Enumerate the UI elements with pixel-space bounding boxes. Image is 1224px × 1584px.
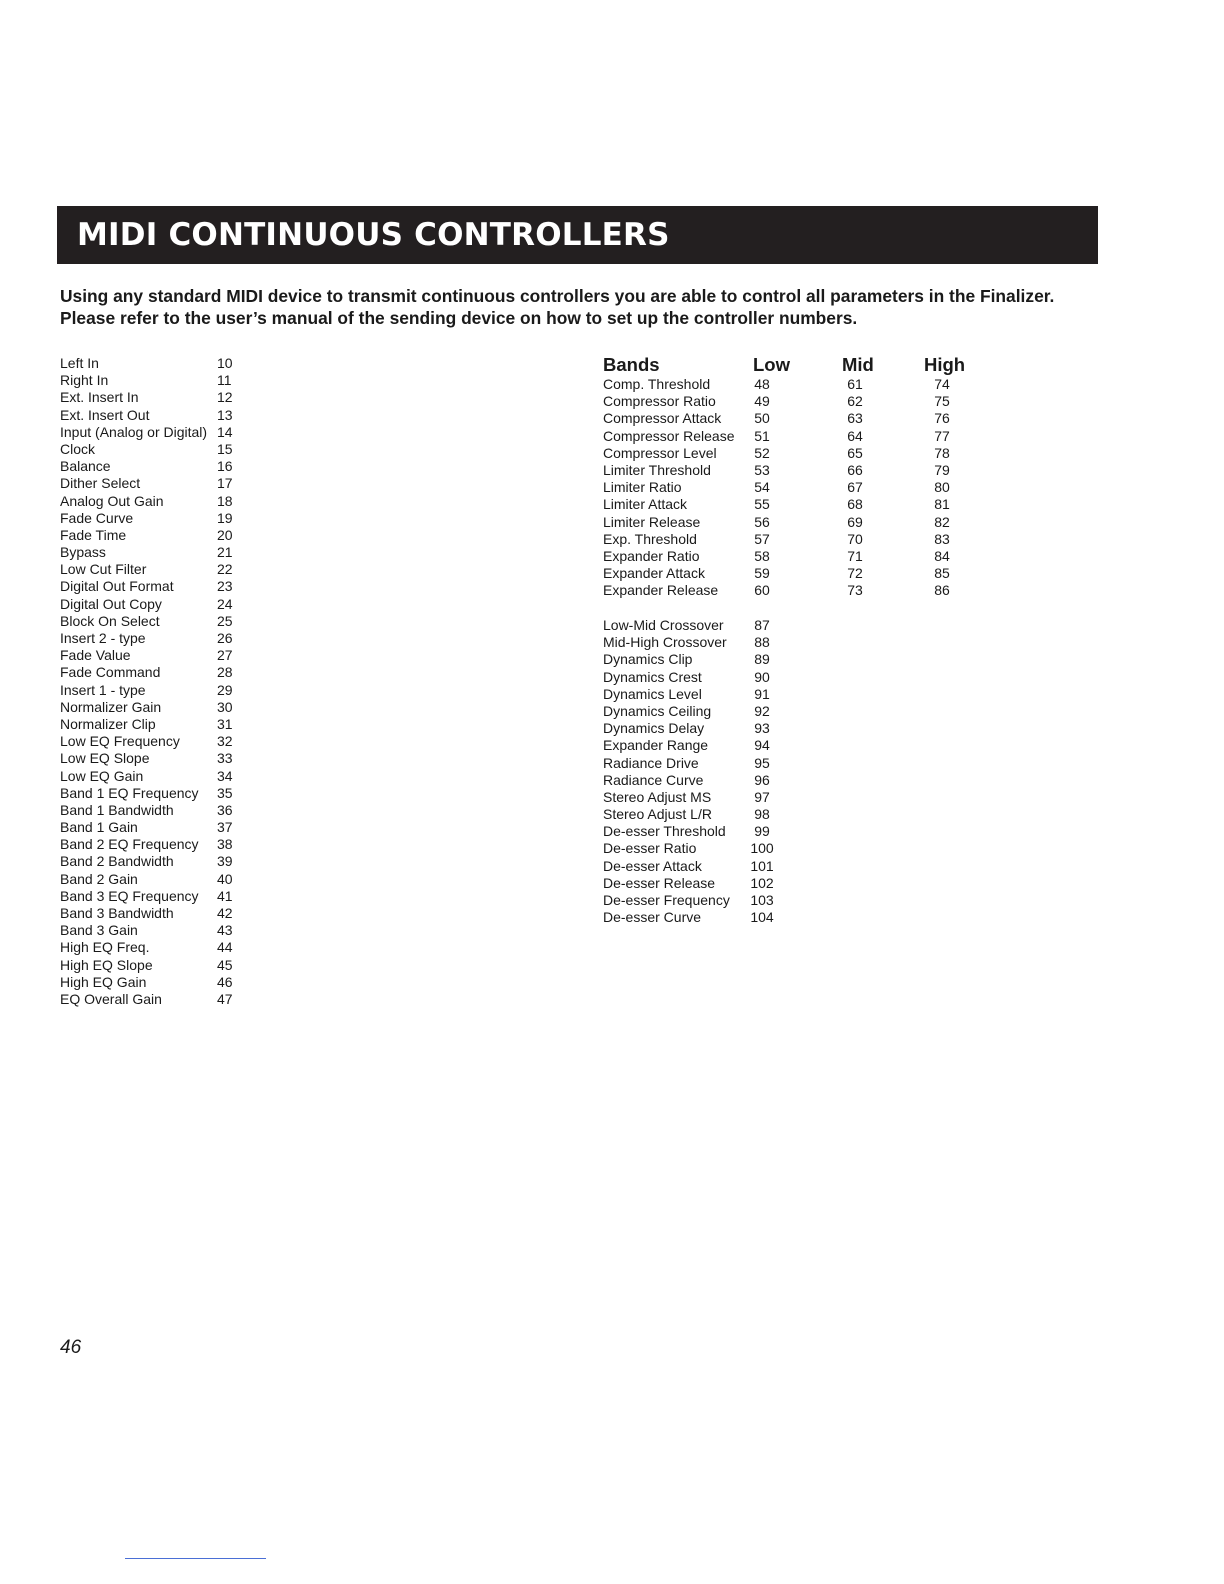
controller-row: [603, 823, 903, 840]
controller-row: [60, 424, 260, 441]
controller-name: Band 1 EQ Frequency: [60, 784, 199, 801]
controller-name: Fade Command: [60, 664, 161, 681]
controller-name: Band 3 EQ Frequency: [60, 887, 199, 904]
low-band-cc: 60: [754, 582, 770, 599]
bands-row: [603, 428, 1003, 445]
low-band-cc: 53: [754, 461, 770, 478]
controller-row: [60, 905, 260, 922]
controller-number: 44: [217, 939, 233, 956]
controller-number: 97: [754, 788, 770, 805]
low-band-cc: 51: [754, 427, 770, 444]
title-bar: [57, 206, 1098, 264]
controller-row: [603, 703, 903, 720]
controller-number: 45: [217, 956, 233, 973]
band-param-name: Compressor Attack: [603, 410, 722, 427]
controller-number: 29: [217, 681, 233, 698]
controller-row: [60, 630, 260, 647]
high-band-cc: 85: [934, 565, 950, 582]
controller-row: [603, 651, 903, 668]
controller-name: Block On Select: [60, 612, 160, 629]
mid-band-cc: 71: [847, 547, 863, 564]
general-controller-list: [60, 355, 260, 1008]
controller-number: 25: [217, 612, 233, 629]
bands-row: [603, 582, 1003, 599]
controller-number: 37: [217, 819, 233, 836]
high-band-cc: 84: [934, 547, 950, 564]
controller-number: 102: [750, 874, 774, 891]
controller-name: Low EQ Frequency: [60, 733, 180, 750]
low-band-cc: 56: [754, 513, 770, 530]
controller-name: Radiance Drive: [603, 754, 699, 771]
low-band-cc: 58: [754, 547, 770, 564]
controller-number: 30: [217, 698, 233, 715]
controller-row: [60, 871, 260, 888]
controller-name: Low EQ Gain: [60, 767, 144, 784]
controller-row: [60, 407, 260, 424]
controller-row: [60, 544, 260, 561]
page-title: MIDI CONTINUOUS CONTROLLERS: [77, 216, 670, 253]
controller-number: 46: [217, 973, 233, 990]
controller-name: De-esser Release: [603, 874, 716, 891]
controller-row: [603, 909, 903, 926]
controller-name: High EQ Slope: [60, 956, 153, 973]
controller-name: Dynamics Crest: [603, 668, 702, 685]
controller-number: 18: [217, 492, 233, 509]
high-band-cc: 76: [934, 410, 950, 427]
controller-number: 34: [217, 767, 233, 784]
controller-number: 10: [217, 355, 233, 371]
high-band-cc: 86: [934, 582, 950, 599]
controller-name: De-esser Attack: [603, 857, 702, 874]
controller-number: 92: [754, 702, 770, 719]
controller-number: 31: [217, 715, 233, 732]
bands-row: [603, 410, 1003, 427]
controller-number: 39: [217, 853, 233, 870]
controller-row: [60, 372, 260, 389]
bands-row: [603, 376, 1003, 393]
controller-number: 22: [217, 561, 233, 578]
controller-name: De-esser Threshold: [603, 823, 726, 840]
controller-row: [60, 819, 260, 836]
controller-row: [60, 578, 260, 595]
controller-row: [60, 664, 260, 681]
controller-row: [603, 772, 903, 789]
controller-row: [60, 750, 260, 767]
controller-row: [603, 737, 903, 754]
band-param-name: Exp. Threshold: [603, 530, 697, 547]
band-param-name: Limiter Threshold: [603, 461, 711, 478]
low-band-cc: 59: [754, 565, 770, 582]
controller-name: Normalizer Clip: [60, 715, 156, 732]
header-bands: Bands: [603, 354, 660, 375]
band-param-name: Compressor Ratio: [603, 393, 716, 410]
controller-name: Normalizer Gain: [60, 698, 162, 715]
controller-row: [60, 939, 260, 956]
controller-row: [60, 647, 260, 664]
band-param-name: Compressor Level: [603, 444, 717, 461]
controller-row: [60, 768, 260, 785]
controller-name: Dynamics Delay: [603, 720, 705, 737]
controller-name: Balance: [60, 458, 111, 475]
band-param-name: Expander Release: [603, 582, 719, 599]
high-band-cc: 81: [934, 496, 950, 513]
controller-number: 103: [750, 892, 774, 908]
high-band-cc: 75: [934, 393, 950, 410]
controller-name: Fade Value: [60, 647, 131, 664]
mid-band-cc: 73: [847, 582, 863, 599]
controller-number: 35: [217, 784, 233, 801]
bands-table-body: [603, 376, 1023, 599]
controller-row: [60, 561, 260, 578]
page-number: 46: [60, 1337, 82, 1358]
controller-row: [60, 699, 260, 716]
controller-name: De-esser Ratio: [603, 840, 697, 857]
bands-row: [603, 462, 1003, 479]
controller-row: [603, 789, 903, 806]
controller-row: [603, 858, 903, 875]
low-band-cc: 49: [754, 393, 770, 410]
controller-row: [60, 716, 260, 733]
controller-number: 14: [217, 423, 233, 440]
band-param-name: Expander Attack: [603, 565, 705, 582]
controller-name: Left In: [60, 355, 99, 371]
controller-number: 11: [217, 372, 232, 389]
controller-number: 24: [217, 595, 233, 612]
low-band-cc: 48: [754, 376, 770, 392]
band-param-name: Compressor Release: [603, 427, 735, 444]
controller-name: High EQ Gain: [60, 973, 147, 990]
controller-row: [60, 922, 260, 939]
band-param-name: Limiter Attack: [603, 496, 688, 513]
controller-number: 96: [754, 771, 770, 788]
mid-band-cc: 62: [847, 393, 863, 410]
controller-name: Band 3 Gain: [60, 922, 138, 939]
controller-name: Stereo Adjust MS: [603, 788, 712, 805]
controller-row: [603, 617, 903, 634]
header-low: Low: [753, 354, 790, 375]
controller-name: Ext. Insert Out: [60, 406, 150, 423]
controller-name: Digital Out Copy: [60, 595, 162, 612]
mid-band-cc: 68: [847, 496, 863, 513]
controller-number: 26: [217, 630, 233, 646]
controller-row: [60, 596, 260, 613]
controller-number: 12: [217, 389, 233, 406]
controller-row: [60, 802, 260, 819]
controller-number: 91: [754, 685, 770, 702]
controller-name: Dynamics Level: [603, 685, 702, 702]
bands-row: [603, 514, 1003, 531]
controller-number: 13: [217, 406, 233, 423]
controller-row: [60, 682, 260, 699]
high-band-cc: 79: [934, 461, 950, 478]
controller-name: Band 2 Bandwidth: [60, 853, 174, 870]
controller-row: [60, 888, 260, 905]
mid-band-cc: 70: [847, 530, 863, 547]
controller-name: Low-Mid Crossover: [603, 617, 724, 633]
controller-name: Analog Out Gain: [60, 492, 164, 509]
controller-name: Dynamics Clip: [603, 651, 693, 668]
controller-number: 101: [750, 857, 774, 874]
mid-band-cc: 64: [847, 427, 863, 444]
controller-row: [60, 527, 260, 544]
controller-row: [60, 853, 260, 870]
misc-controller-list: [603, 617, 903, 926]
mid-band-cc: 69: [847, 513, 863, 530]
controller-number: 88: [754, 634, 770, 651]
controller-row: [603, 634, 903, 651]
controller-row: [60, 389, 260, 406]
high-band-cc: 74: [934, 376, 950, 392]
bands-row: [603, 565, 1003, 582]
controller-number: 89: [754, 651, 770, 668]
controller-name: De-esser Curve: [603, 909, 702, 926]
header-mid: Mid: [842, 354, 874, 375]
controller-number: 98: [754, 806, 770, 823]
controller-row: [603, 875, 903, 892]
high-band-cc: 77: [934, 427, 950, 444]
bands-row: [603, 445, 1003, 462]
controller-name: Dither Select: [60, 475, 141, 492]
controller-number: 104: [750, 909, 774, 926]
intro-paragraph: Using any standard MIDI device to transmit continuous controllers you are able to control all parameters in the Finalizer. Please refer to the user’s manual of the sending device on how to set up the controller numbers.: [60, 286, 1055, 328]
band-param-name: Limiter Release: [603, 513, 701, 530]
controller-row: [603, 892, 903, 909]
controller-number: 93: [754, 720, 770, 737]
high-band-cc: 82: [934, 513, 950, 530]
controller-number: 17: [217, 475, 233, 492]
high-band-cc: 83: [934, 530, 950, 547]
controller-name: Dynamics Ceiling: [603, 702, 712, 719]
controller-name: Stereo Adjust L/R: [603, 806, 712, 823]
controller-row: [60, 441, 260, 458]
controller-number: 87: [754, 617, 770, 633]
mid-band-cc: 65: [847, 444, 863, 461]
controller-name: Low Cut Filter: [60, 561, 147, 578]
controller-name: Band 2 EQ Frequency: [60, 836, 199, 853]
bands-row: [603, 393, 1003, 410]
band-param-name: Comp. Threshold: [603, 376, 711, 392]
controller-row: [60, 785, 260, 802]
controller-row: [60, 733, 260, 750]
low-band-cc: 50: [754, 410, 770, 427]
controller-name: High EQ Freq.: [60, 939, 150, 956]
controller-name: Radiance Curve: [603, 771, 704, 788]
controller-name: Band 1 Bandwidth: [60, 801, 174, 818]
controller-row: [60, 991, 260, 1008]
controller-row: [60, 510, 260, 527]
controller-row: [603, 840, 903, 857]
controller-row: [603, 686, 903, 703]
controller-name: Input (Analog or Digital): [60, 423, 208, 440]
controller-number: 99: [754, 823, 770, 840]
controller-number: 28: [217, 664, 233, 681]
controller-name: Insert 1 - type: [60, 681, 146, 698]
controller-number: 40: [217, 870, 233, 887]
bands-row: [603, 496, 1003, 513]
controller-name: Band 2 Gain: [60, 870, 138, 887]
controller-row: [603, 806, 903, 823]
controller-number: 23: [217, 578, 233, 595]
controller-name: Ext. Insert In: [60, 389, 139, 406]
mid-band-cc: 72: [847, 565, 863, 582]
mid-band-cc: 61: [847, 376, 863, 392]
controller-name: Insert 2 - type: [60, 630, 146, 646]
controller-number: 100: [750, 840, 774, 857]
controller-row: [60, 493, 260, 510]
header-high: High: [924, 354, 966, 375]
bands-row: [603, 531, 1003, 548]
high-band-cc: 80: [934, 479, 950, 496]
low-band-cc: 54: [754, 479, 770, 496]
controller-number: 94: [754, 737, 770, 754]
controller-row: [60, 458, 260, 475]
controller-number: 47: [217, 990, 233, 1007]
bands-table-header: [603, 354, 1023, 376]
controller-number: 15: [217, 440, 233, 457]
controller-number: 16: [217, 458, 233, 475]
controller-number: 42: [217, 905, 233, 921]
controller-row: [60, 836, 260, 853]
controller-name: EQ Overall Gain: [60, 990, 162, 1007]
controller-name: De-esser Frequency: [603, 892, 730, 908]
controller-number: 41: [217, 887, 233, 904]
controller-name: Fade Time: [60, 526, 127, 543]
controller-number: 33: [217, 750, 233, 767]
controller-name: Band 1 Gain: [60, 819, 138, 836]
controller-row: [60, 355, 260, 372]
footer-rule: [125, 1558, 266, 1559]
bands-row: [603, 548, 1003, 565]
controller-number: 90: [754, 668, 770, 685]
controller-name: Band 3 Bandwidth: [60, 905, 174, 921]
controller-name: Fade Curve: [60, 509, 134, 526]
low-band-cc: 55: [754, 496, 770, 513]
controller-number: 95: [754, 754, 770, 771]
controller-name: Low EQ Slope: [60, 750, 150, 767]
band-param-name: Limiter Ratio: [603, 479, 682, 496]
controller-number: 32: [217, 733, 233, 750]
band-param-name: Expander Ratio: [603, 547, 700, 564]
controller-name: Expander Range: [603, 737, 709, 754]
low-band-cc: 52: [754, 444, 770, 461]
controller-row: [603, 755, 903, 772]
controller-name: Bypass: [60, 544, 106, 561]
controller-row: [60, 974, 260, 991]
controller-number: 27: [217, 647, 233, 664]
mid-band-cc: 67: [847, 479, 863, 496]
high-band-cc: 78: [934, 444, 950, 461]
controller-row: [603, 720, 903, 737]
controller-number: 19: [217, 509, 233, 526]
controller-number: 36: [217, 801, 233, 818]
controller-row: [60, 475, 260, 492]
controller-number: 38: [217, 836, 233, 853]
controller-number: 43: [217, 922, 233, 939]
controller-name: Digital Out Format: [60, 578, 174, 595]
controller-name: Clock: [60, 440, 96, 457]
controller-number: 21: [217, 544, 233, 561]
controller-name: Right In: [60, 372, 109, 389]
controller-row: [60, 613, 260, 630]
controller-number: 20: [217, 526, 233, 543]
controller-row: [60, 957, 260, 974]
bands-table: [603, 354, 1023, 599]
bands-row: [603, 479, 1003, 496]
low-band-cc: 57: [754, 530, 770, 547]
mid-band-cc: 63: [847, 410, 863, 427]
controller-name: Mid-High Crossover: [603, 634, 727, 651]
controller-row: [603, 669, 903, 686]
mid-band-cc: 66: [847, 461, 863, 478]
